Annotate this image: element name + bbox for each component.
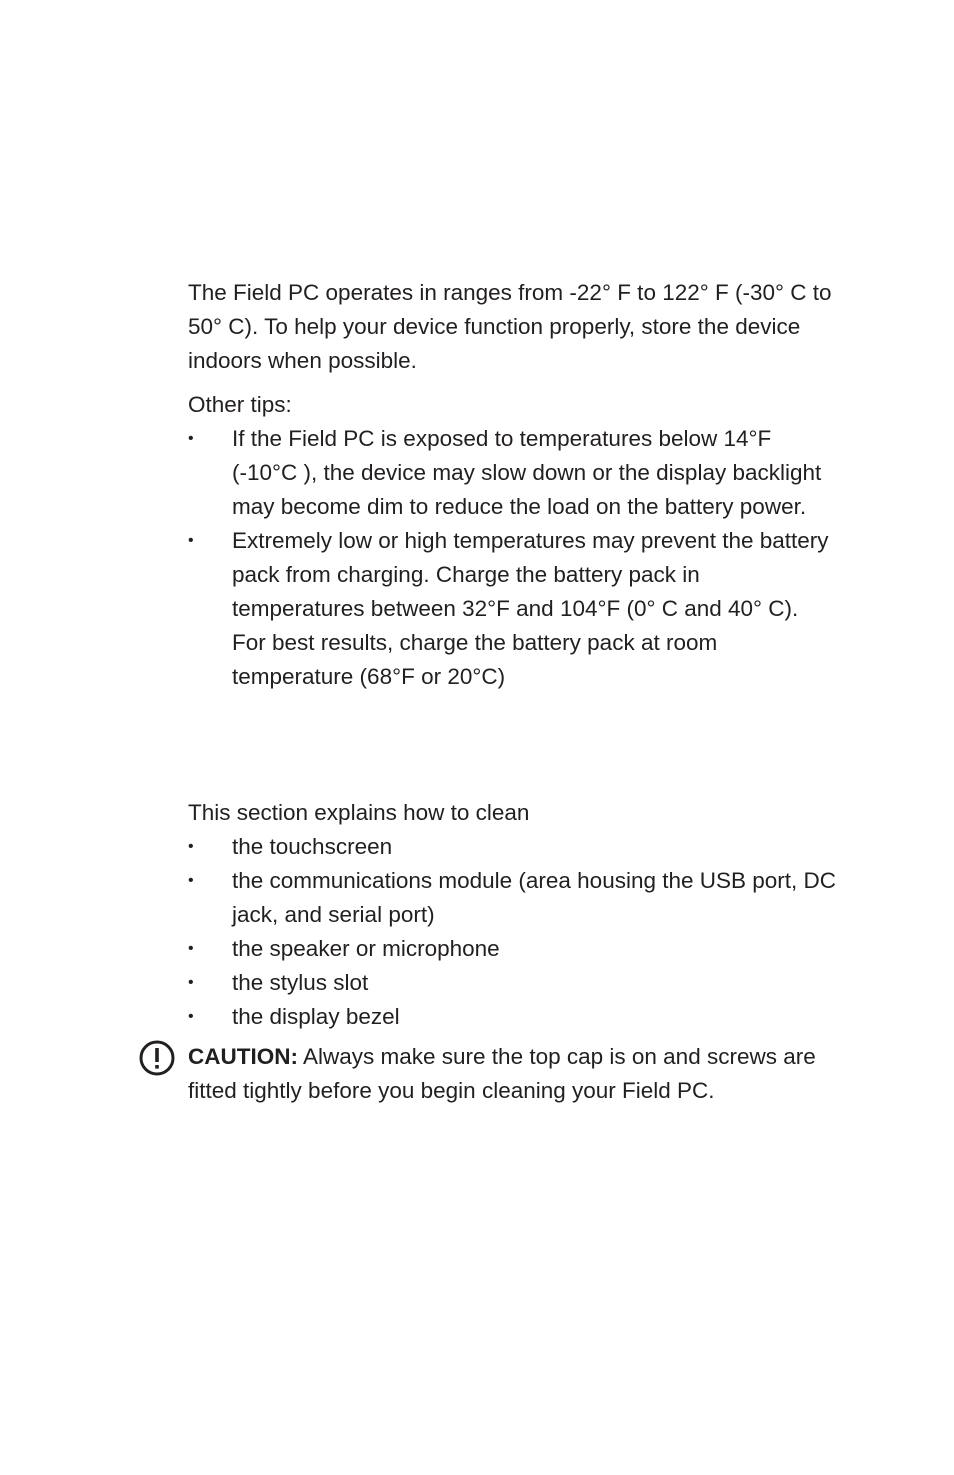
cleaning-item-text: the display bezel (232, 1004, 400, 1029)
list-item (188, 1000, 838, 1034)
bullet-icon: • (188, 430, 194, 447)
list-item (188, 966, 838, 1000)
tip-text: Extremely low or high temperatures may prevent the battery pack from charging. Charge the battery pack in temperatures between 32°F and 104°F (0° C and 40° C). For best results, charge the battery pack at room temperature (68°F or 20°C) (232, 528, 829, 689)
bullet-icon: • (188, 838, 194, 855)
section-spacer (188, 694, 838, 796)
tip-text: If the Field PC is exposed to temperatures below 14°F (-10°C ), the device may slow down or the display backlight may become dim to reduce the load on the battery power. (232, 426, 822, 519)
cleaning-item-text: the communications module (area housing the USB port, DC jack, and serial port) (232, 868, 837, 927)
caution-label: CAUTION: (188, 1044, 298, 1069)
bullet-icon: • (188, 872, 194, 889)
list-item (188, 864, 838, 932)
tips-label: Other tips: (188, 392, 292, 417)
bullet-icon: • (188, 974, 194, 991)
document-page (188, 276, 838, 1108)
caution-text: Always make sure the top cap is on and screws are fitted tightly before you begin cleaning your Field PC. (188, 1044, 816, 1103)
exclamation-circle-icon (139, 1040, 175, 1076)
cleaning-item-text: the touchscreen (232, 834, 393, 859)
list-item (188, 422, 838, 524)
caution-note (188, 1040, 838, 1108)
temperature-intro: The Field PC operates in ranges from -22° F to 122° F (-30° C to 50° C). To help your device function properly, store the device indoors when possible. (188, 280, 832, 373)
cleaning-list (188, 830, 838, 1034)
list-item (188, 932, 838, 966)
bullet-icon: • (188, 940, 194, 957)
list-item (188, 830, 838, 864)
list-item (188, 524, 838, 694)
cleaning-intro: This section explains how to clean (188, 800, 530, 825)
cleaning-item-text: the speaker or microphone (232, 936, 500, 961)
caution-paragraph (188, 1040, 838, 1108)
bullet-icon: • (188, 532, 194, 549)
bullet-icon: • (188, 1008, 194, 1025)
tips-list (188, 422, 838, 694)
cleaning-item-text: the stylus slot (232, 970, 369, 995)
